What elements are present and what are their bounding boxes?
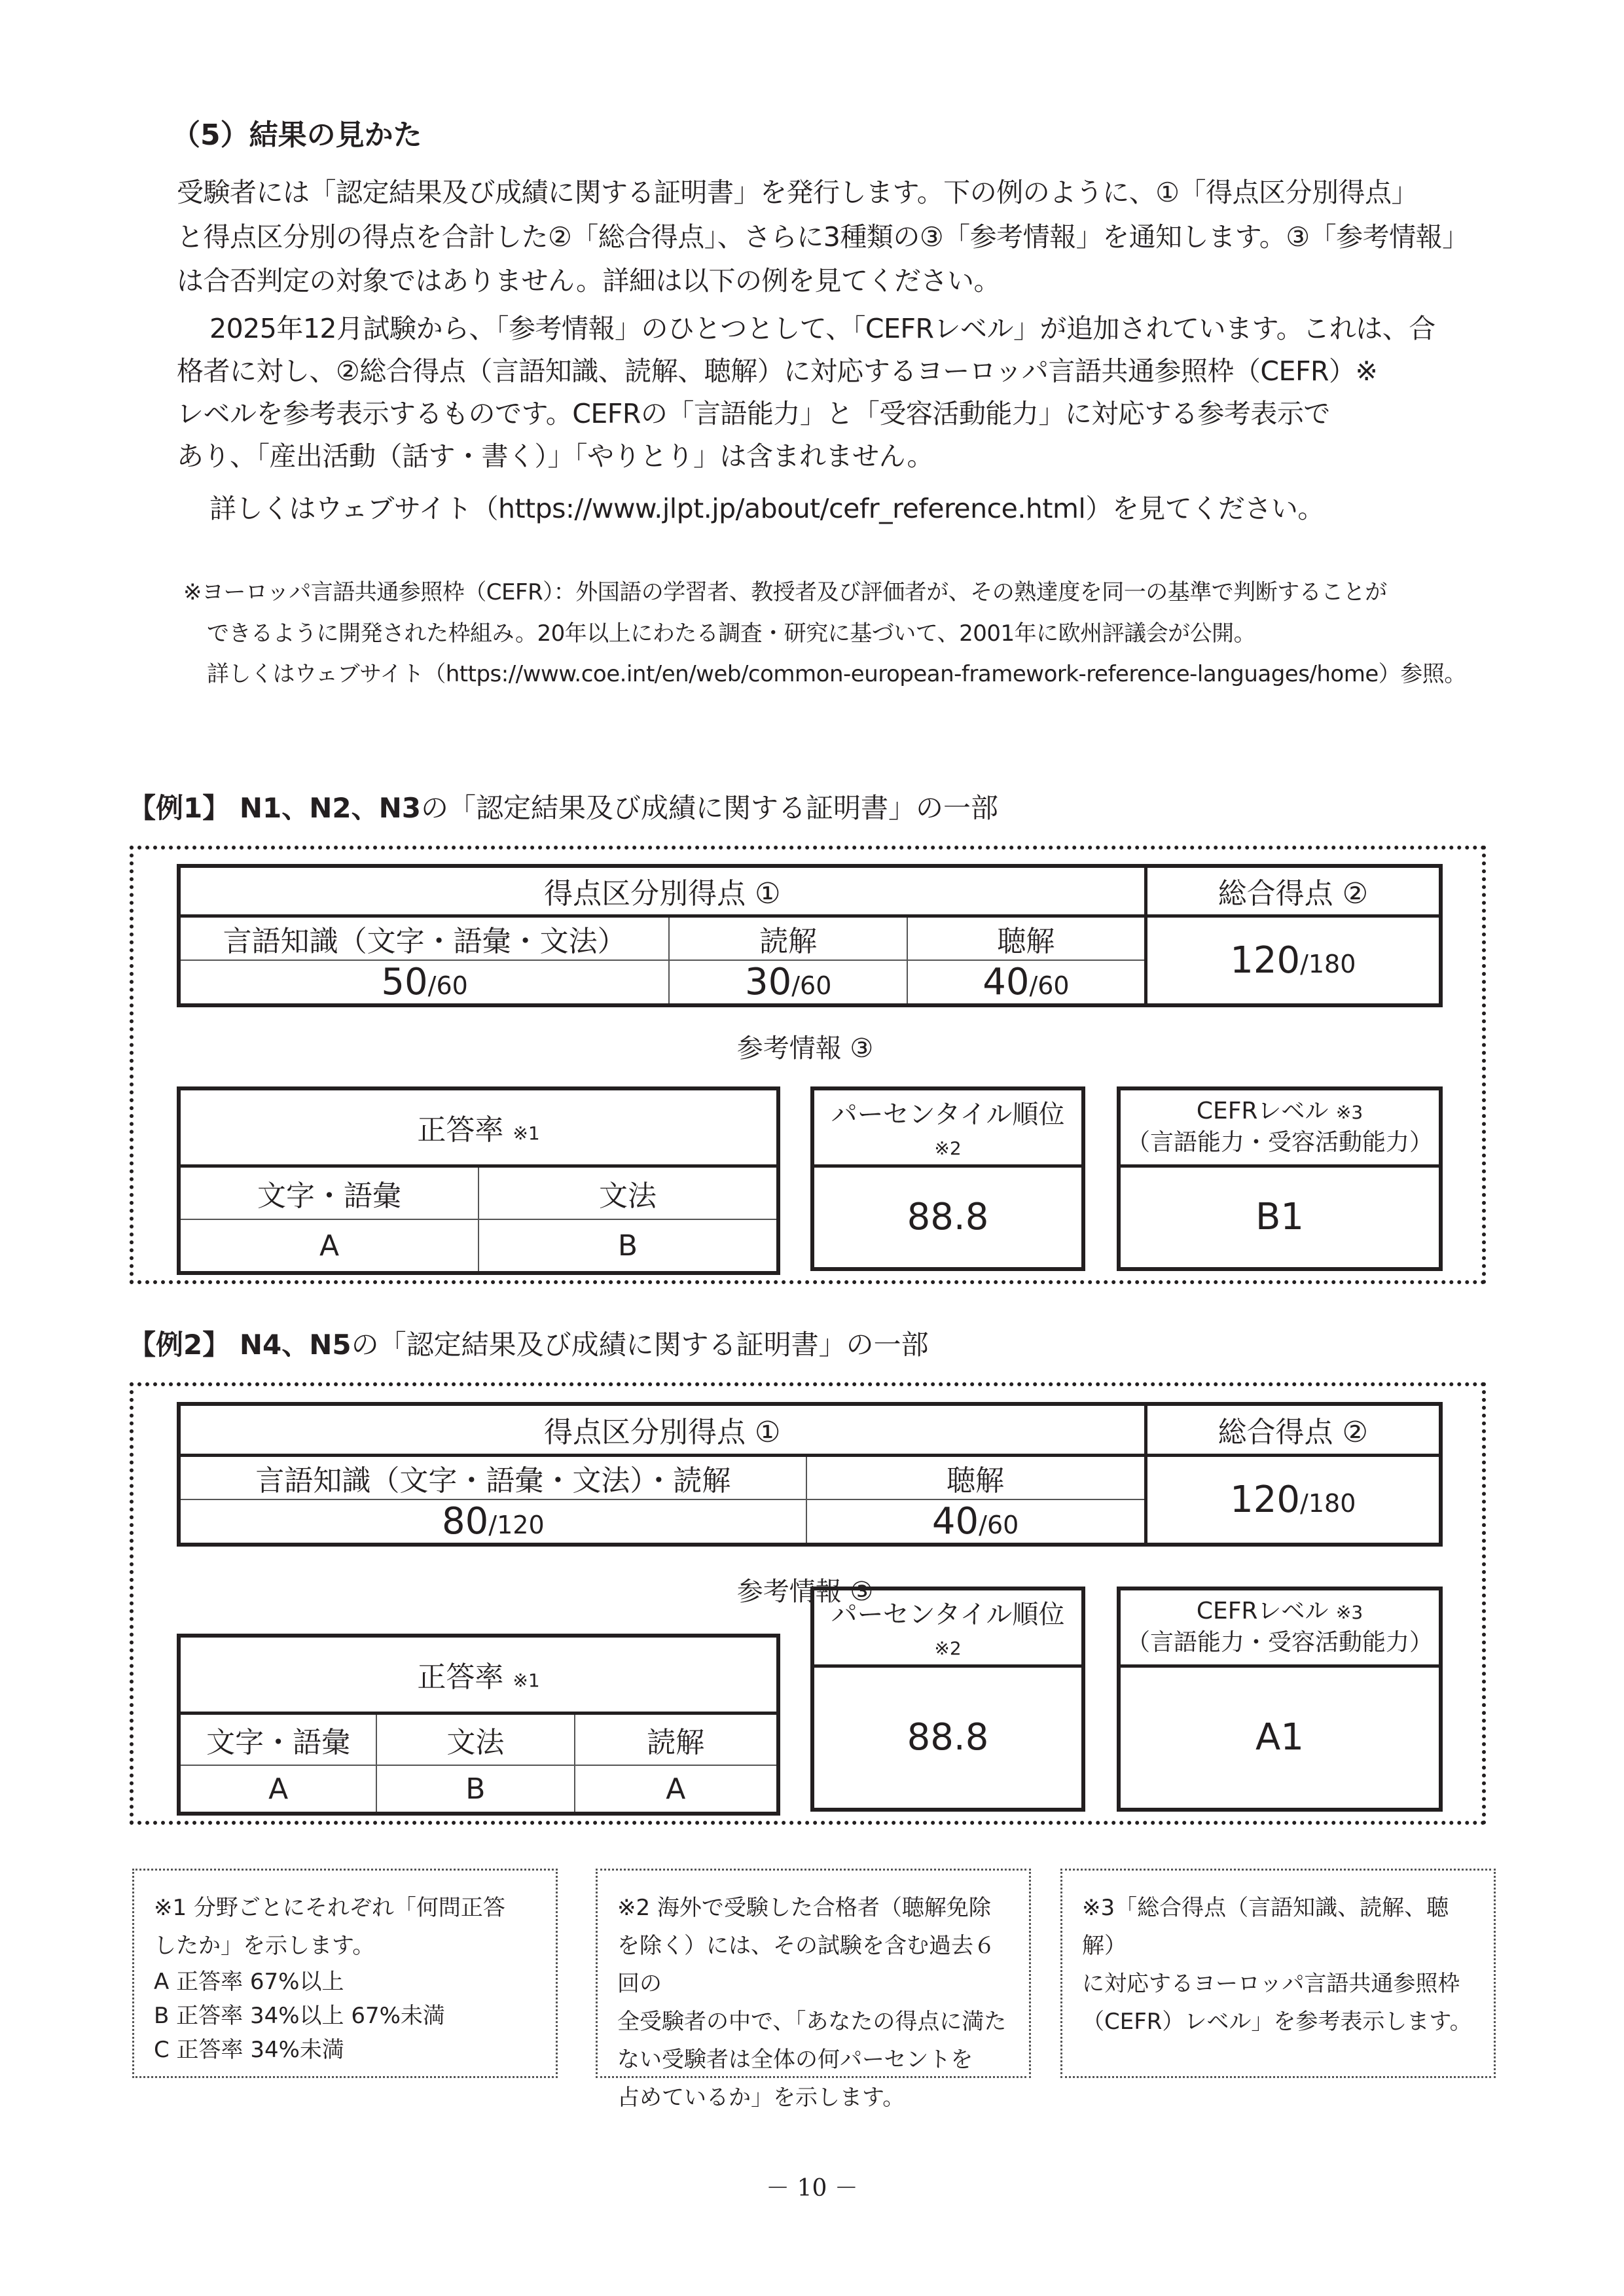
paragraph1-line3: は合否判定の対象ではありません。詳細は以下の例を見てください。 xyxy=(177,265,1000,296)
correct-rate-label: 文字・語彙 xyxy=(179,1166,478,1219)
correct-rate-label: 文法 xyxy=(478,1166,778,1219)
score-value: 40/60 xyxy=(806,1499,1146,1545)
example2-correct-rate-table xyxy=(177,1634,780,1816)
correct-rate-value: B xyxy=(478,1219,778,1273)
score-value: 50/60 xyxy=(179,960,669,1005)
cefr-footnote-line1: ※ヨーロッパ言語共通参照枠（CEFR）：外国語の学習者、教授者及び評価者が、その熟達度を同一の基準で判断することが xyxy=(183,579,1387,605)
correct-rate-value: A xyxy=(179,1219,478,1273)
percentile-value: 88.8 xyxy=(812,1666,1083,1810)
score-label: 聴解 xyxy=(806,1455,1146,1499)
note3-box xyxy=(1060,1869,1496,2078)
example1-title-levels: N1、N2、N3 xyxy=(239,792,421,824)
note2-line2: を除く）には、その試験を含む過去６回の xyxy=(617,1933,996,1997)
score-label: 言語知識（文字・語彙・文法） xyxy=(179,916,669,960)
score-value: 30/60 xyxy=(669,960,907,1005)
paragraph1-line1: 受験者には「認定結果及び成績に関する証明書」を発行します。下の例のように、①「得点区分別得点」 xyxy=(177,177,1418,208)
paragraph3-website: 詳しくはウェブサイト（https://www.jlpt.jp/about/cefr_reference.html）を見てください。 xyxy=(209,493,1324,524)
note2-line4: ない受験者は全体の何パーセントを xyxy=(617,2047,973,2073)
paragraph2-line3: レベルを参考表示するものです。CEFRの「言語能力」と「受容活動能力」に対応する参考表示で xyxy=(177,398,1330,429)
total-score-header: 総合得点 ② xyxy=(1146,1404,1441,1455)
paragraph2-line2: 格者に対し、②総合得点（言語知識、読解、聴解）に対応するヨーロッパ言語共通参照枠（CEFR）※ xyxy=(177,355,1378,387)
note1-grade-b: B 正答率 34%以上 67%未満 xyxy=(154,2003,445,2029)
section-scores-header: 得点区分別得点 ① xyxy=(179,866,1146,916)
score-label: 言語知識（文字・語彙・文法）・読解 xyxy=(179,1455,806,1499)
score-value: 40/60 xyxy=(907,960,1146,1005)
example1-title-rest: の「認定結果及び成績に関する証明書」の一部 xyxy=(420,792,998,824)
example1-title xyxy=(128,785,998,831)
example1-cefr-table xyxy=(1117,1086,1443,1271)
example2-percentile-table xyxy=(810,1587,1085,1812)
section-scores-header: 得点区分別得点 ① xyxy=(179,1404,1146,1455)
paragraph1-line2: と得点区分別の得点を合計した②「総合得点」、さらに3種類の③「参考情報」を通知します。③「参考情報」 xyxy=(177,221,1469,253)
score-label: 読解 xyxy=(669,916,907,960)
example2-title-levels: N4、N5 xyxy=(239,1329,352,1361)
example1-correct-rate-table xyxy=(177,1086,780,1275)
page-number: － 10 － xyxy=(766,2175,858,2202)
example2-title xyxy=(128,1322,929,1368)
score-label: 聴解 xyxy=(907,916,1146,960)
paragraph2-line4: あり、「産出活動（話す・書く）」「やりとり」は含まれません。 xyxy=(177,440,933,472)
percentile-header: パーセンタイル順位 ※2 xyxy=(812,1088,1083,1166)
score-value: 80/120 xyxy=(179,1499,806,1545)
example2-title-rest: の「認定結果及び成績に関する証明書」の一部 xyxy=(351,1329,929,1361)
total-score-value: 120/180 xyxy=(1146,916,1441,1005)
correct-rate-value: A xyxy=(575,1765,778,1814)
note2-line1: ※2 海外で受験した合格者（聴解免除 xyxy=(617,1895,991,1921)
cefr-level-value: A1 xyxy=(1119,1666,1441,1810)
cefr-level-value: B1 xyxy=(1119,1166,1441,1269)
example1-title-prefix: 【例1】 xyxy=(128,792,230,824)
total-score-header: 総合得点 ② xyxy=(1146,866,1441,916)
example2-title-prefix: 【例2】 xyxy=(128,1329,230,1361)
cefr-header: CEFRレベル ※3 （言語能力・受容活動能力） xyxy=(1119,1088,1441,1166)
correct-rate-label: 読解 xyxy=(575,1713,778,1765)
percentile-header: パーセンタイル順位 ※2 xyxy=(812,1588,1083,1666)
correct-rate-header: 正答率 ※1 xyxy=(179,1088,778,1166)
cefr-footnote-line2: できるように開発された枠組み。20年以上にわたる調査・研究に基づいて、2001年に欧州評議会が公開。 xyxy=(207,620,1256,647)
correct-rate-value: B xyxy=(376,1765,574,1814)
example2-cefr-table xyxy=(1117,1587,1443,1812)
cefr-footnote-line3: 詳しくはウェブサイト（https://www.coe.int/en/web/common-european-framework-reference-languages/home）参照。 xyxy=(207,661,1466,687)
section-heading: （5）結果の見かた xyxy=(171,118,422,152)
example1-percentile-table xyxy=(810,1086,1085,1271)
note1-grade-c: C 正答率 34%未満 xyxy=(154,2037,344,2063)
example1-ref-info-label: 参考情報 ③ xyxy=(736,1033,874,1064)
example2-score-table xyxy=(177,1402,1443,1547)
cefr-header: CEFRレベル ※3 （言語能力・受容活動能力） xyxy=(1119,1588,1441,1666)
correct-rate-label: 文法 xyxy=(376,1713,574,1765)
note3-line2: に対応するヨーロッパ言語共通参照枠 xyxy=(1082,1971,1460,1997)
note3-line3: （CEFR）レベル」を参考表示します。 xyxy=(1082,2009,1472,2035)
note1-grade-a: A 正答率 67%以上 xyxy=(154,1969,344,1995)
note3-line1: ※3「総合得点（言語知識、読解、聴解） xyxy=(1082,1895,1449,1959)
note1-line1: ※1 分野ごとにそれぞれ「何問正答 xyxy=(154,1895,505,1921)
note1-line2: したか」を示します。 xyxy=(154,1933,375,1959)
correct-rate-value: A xyxy=(179,1765,376,1814)
percentile-value: 88.8 xyxy=(812,1166,1083,1269)
total-score-value: 120/180 xyxy=(1146,1455,1441,1545)
note2-box xyxy=(596,1869,1031,2111)
note2-line3: 全受験者の中で、「あなたの得点に満た xyxy=(617,2009,1007,2035)
note2-line5: 占めているか」を示します。 xyxy=(617,2085,905,2111)
paragraph2-line1: 2025年12月試験から、「参考情報」のひとつとして、「CEFRレベル」が追加されています。これは、合 xyxy=(209,313,1435,344)
correct-rate-label: 文字・語彙 xyxy=(179,1713,376,1765)
example1-score-table xyxy=(177,864,1443,1007)
correct-rate-header: 正答率 ※1 xyxy=(179,1636,778,1713)
example2-ref-info-label: 参考情報 ③ xyxy=(736,1577,874,1607)
note1-box xyxy=(132,1869,558,2078)
